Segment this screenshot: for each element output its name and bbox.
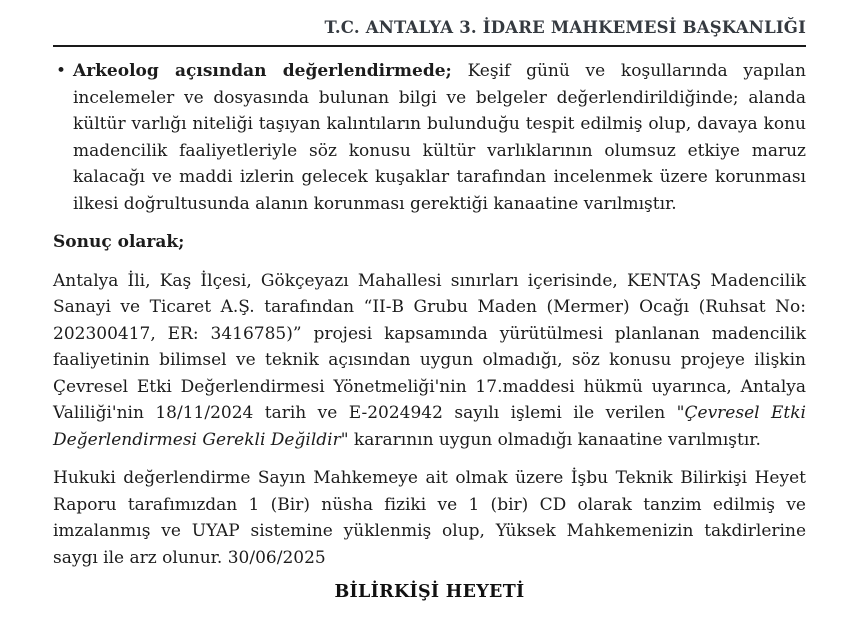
court-header-title: T.C. ANTALYA 3. İDARE MAHKEMESİ BAŞKANLIĞI (53, 18, 806, 47)
assessment-bullet-item (53, 58, 806, 217)
assessment-lead-label: Arkeolog açısından değerlendirmede; (73, 61, 452, 81)
assessment-body-text: Keşif günü ve koşullarında yapılan incelemeler ve dosyasında bulunan bilgi ve belgeler değerlendirildiğinde; alanda kültür varlığı niteliği taşıyan kalıntıların bulunduğu tespit edilmiş olup, davaya konu madencilik faaliyetleriyle söz konusu kültür varlıklarının olumsuz etkiye maruz kalacağı ve maddi izlerin gelecek kuşaklar tarafından incelenmek üzere korunması ilkesi doğrultusunda alanın korunması gerektiği kanaatine varılmıştır. (73, 61, 806, 214)
conclusion-heading: Sonuç olarak; (53, 232, 185, 252)
committee-footer-title: BİLİRKİŞİ HEYETİ (334, 582, 525, 602)
conclusion-paragraph (53, 268, 806, 454)
ced-decision-quote: Çevresel Etki Değerlendirmesi Gerekli Değildir (53, 403, 806, 450)
conclusion-text-part1: Antalya İli, Kaş İlçesi, Gökçeyazı Mahallesi sınırları içerisinde, KENTAŞ Madencilik Sanayi ve Ticaret A.Ş. tarafından “II-B Grubu Maden (Mermer) Ocağı (Ruhsat No: 202300417, ER: 3416785)” projesi kapsamında yürütülmesi planlanan madencilik faaliyetinin bilimsel ve teknik açısından uygun olmadığı, söz konusu projeye ilişkin Çevresel Etki Değerlendirmesi Yönetmeliği'nin 17.maddesi hükmü uyarınca, Antalya Valiliği'nin 18/11/2024 tarih ve E-2024942 sayılı işlemi ile verilen " (53, 270, 806, 423)
assessment-paragraph (73, 58, 806, 217)
report-body (53, 58, 806, 571)
conclusion-text-part2: " kararının uygun olmadığı kanaatine varılmıştır. (340, 429, 761, 450)
closing-paragraph: Hukuki değerlendirme Sayın Mahkemeye ait olmak üzere İşbu Teknik Bilirkişi Heyet Raporu tarafımızdan 1 (Bir) nüsha fiziki ve 1 (bir) CD olarak tanzim edilmiş ve imzalanmış ve UYAP sistemine yüklenmiş olup, Yüksek Mahkemenizin takdirlerine saygı ile arz olunur. 30/06/2025 (53, 468, 806, 568)
bullet-icon: • (56, 61, 67, 81)
